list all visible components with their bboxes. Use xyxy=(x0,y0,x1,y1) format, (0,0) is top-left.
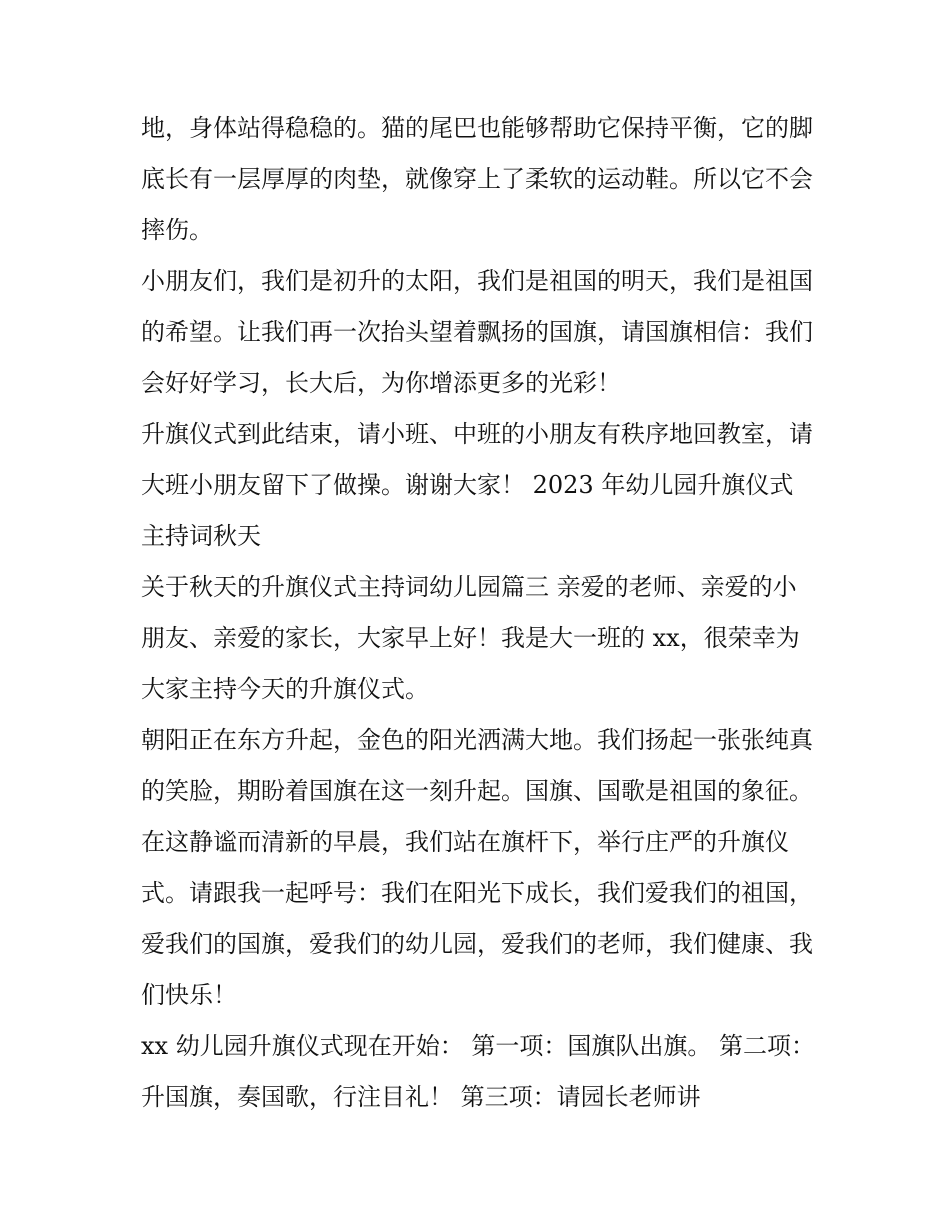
paragraph-children-future: 小朋友们，我们是初升的太阳，我们是祖国的明天，我们是祖国的希望。让我们再一次抬头望着飘扬的国旗，请国旗相信：我们会好好学习，长大后，为你增添更多的光彩！ xyxy=(141,267,813,397)
paragraph-ceremony-end: 升旗仪式到此结束，请小班、中班的小朋友有秩序地回教室，请大班小朋友留下了做操。谢谢大家！ 2023 年幼儿园升旗仪式主持词秋天 xyxy=(141,420,813,550)
paragraph-autumn-intro: 关于秋天的升旗仪式主持词幼儿园篇三 亲爱的老师、亲爱的小朋友、亲爱的家长，大家早上好！我是大一班的 xx，很荣幸为大家主持今天的升旗仪式。 xyxy=(141,573,800,703)
paragraph-ceremony-steps: xx 幼儿园升旗仪式现在开始： 第一项：国旗队出旗。 第二项：升国旗，奏国歌，行注目礼！ 第三项：请园长老师讲 xyxy=(141,1032,815,1111)
document-body xyxy=(141,103,817,1123)
paragraph-morning-sun: 朝阳正在东方升起，金色的阳光洒满大地。我们扬起一张张纯真的笑脸，期盼着国旗在这一刻升起。国旗、国歌是祖国的象征。在这静谧而清新的早晨，我们站在旗杆下，举行庄严的升旗仪式。请跟我一起呼号：我们在阳光下成长，我们爱我们的祖国，爱我们的国旗，爱我们的幼儿园，爱我们的老师，我们健康、我们快乐！ xyxy=(141,726,813,1009)
paragraph-cat-balance: 地，身体站得稳稳的。猫的尾巴也能够帮助它保持平衡，它的脚底长有一层厚厚的肉垫，就像穿上了柔软的运动鞋。所以它不会摔伤。 xyxy=(141,114,813,244)
